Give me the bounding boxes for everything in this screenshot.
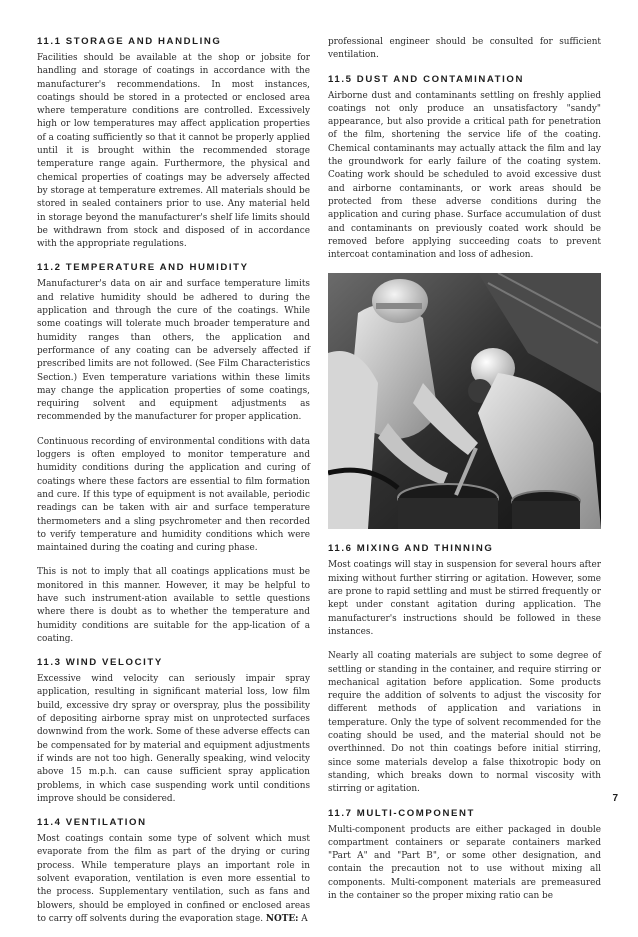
section-heading: 11.6 MIXING AND THINNING [328, 543, 494, 555]
paragraph: Most coatings will stay in suspension for several hours after mixing without further stirring or agitation. However, some are prone to rapid settling and must be stirred frequently or kept under constant agitation during application. The manufacturer's instructions should be followed in these instances. [328, 560, 601, 637]
section-multi-component [328, 808, 601, 904]
paragraph: Continuous recording of environmental conditions with data loggers is often employed to monitor temperature and humidity conditions during the application and curing of coatings where these factors are essential to film formation and cure. If this type of equipment is not available, periodic readings can be taken with air and surface temperature thermometers and a sling psychrometer and then recorded to verify temperature and humidity conditions which were maintained during the coating and curing phase. [37, 436, 310, 554]
paragraph: Facilities should be available at the shop or jobsite for handling and storage of coatings in accordance with the manufacturer's recommendations. In most instances, coatings should be stored in a protected or enclosed area where temperature conditions are controlled. Excessively high or low temperatures may affect application properties of a coating sufficiently so that it cannot be properly applied until it is brought within the recommended storage temperature range again. Furthermore, the physical and chemical properties of coatings may be adversely affected by storage at temperature extremes. All materials should be stored in sealed containers prior to use. Any material held in storage beyond the manufacturer's shelf life limits should be withdrawn from stock and disposed of in accordance with the appropriate regulations. [37, 53, 310, 250]
paragraph: Excessive wind velocity can seriously impair spray application, resulting in significant material loss, low film build, excessive dry spray or overspray, plus the possibility of depositing airborne spray mist on unprotected surfaces downwind from the work. Some of these adverse effects can be compensated for by material and equipment adjustments if winds are not too high. Generally speaking, wind velocity above 15 m.p.h. can cause sufficient spray application problems, in which case suspending work until conditions improve should be considered. [37, 674, 310, 804]
section-mixing-thinning [328, 543, 601, 796]
note-label: NOTE: [265, 913, 299, 924]
section-heading: 11.3 WIND VELOCITY [37, 657, 163, 669]
paragraph: Nearly all coating materials are subject to some degree of settling or standing in the container, and require stirring or mechanical agitation before application. Some products require the addition of solvents to adjust the viscosity for different methods of application and variations in temperature. Only the type of solvent recommended for the coating should be used, and the material should not be overthinned. Do not thin coatings before initial stirring, since some materials develop a false thixotropic body on standing, which breaks down to normal viscosity with stirring or agitation. [328, 651, 601, 795]
section-storage-handling [37, 36, 310, 251]
section-dust-contamination [328, 74, 601, 263]
section-heading: 11.4 VENTILATION [37, 817, 147, 829]
photo-illustration [328, 273, 601, 529]
paragraph-text: Most coatings contain some type of solvent which must evaporate from the film as part of the drying or curing process. While temperature plays an important role in solvent evaporation, ventilation is even more essential to the process. Supplementary ventilation, such as fans and blowers, should be employed in confined or enclosed areas to carry off solvents during the evaporation stage. [37, 834, 310, 924]
paragraph: This is not to imply that all coatings applications must be monitored in this manner. However, it may be helpful to have such instrument-ation available to settle questions where there is doubt as to whether the temperature and humidity conditions are suitable for the app-lication of a coating. [37, 567, 310, 644]
page-number: 7 [612, 793, 618, 804]
section-heading: 11.5 DUST AND CONTAMINATION [328, 73, 524, 85]
workers-mixing-photo [328, 273, 601, 529]
paragraph-text: A [298, 913, 308, 924]
section-heading: 11.2 TEMPERATURE AND HUMIDITY [37, 262, 249, 274]
paragraph [37, 833, 310, 926]
section-heading: 11.1 STORAGE AND HANDLING [37, 36, 222, 47]
paragraph-continued: professional engineer should be consulted for sufficient ventilation. [328, 37, 601, 61]
section-wind-velocity [37, 657, 310, 806]
section-heading: 11.7 MULTI-COMPONENT [328, 807, 475, 819]
paragraph: Multi-component products are either packaged in double compartment containers or separate containers marked "Part A" and "Part B", or some other designation, and contain the precaution not to use without mixing all components. Multi-component materials are premeasured in the container so the proper mixing ratio can be [328, 824, 601, 901]
paragraph: Manufacturer's data on air and surface temperature limits and relative humidity should be adhered to during the application and through the cure of the coatings. While some coatings will tolerate much broader temperature and humidity ranges than others, the application and performance of any coating can be adversely affected if prescribed limits are not followed. (See Film Characteristics Section.) Even temperature variations within these limits may change the application properties of some coatings, requiring solvent and equipment adjustments as recommended by the manufacturer for proper application. [37, 279, 310, 423]
left-column [37, 36, 310, 937]
section-ventilation [37, 817, 310, 926]
paragraph: Airborne dust and contaminants settling on freshly applied coatings not only produce an unsatisfactory "sandy" appearance, but also provide a critical path for penetration of the film, shortening the service life of the coating. Chemical contaminants may actually attack the film and lay the groundwork for early failure of the coating system. Coating work should be scheduled to avoid excessive dust and airborne contaminants, or work areas should be protected from these adverse conditions during the application and curing phase. Surface accumulation of dust and contaminants on previously coated work should be removed before applying succeeding coats to prevent intercoat contamination and loss of adhesion. [328, 90, 601, 261]
right-column [328, 36, 601, 914]
section-temperature-humidity [37, 262, 310, 646]
